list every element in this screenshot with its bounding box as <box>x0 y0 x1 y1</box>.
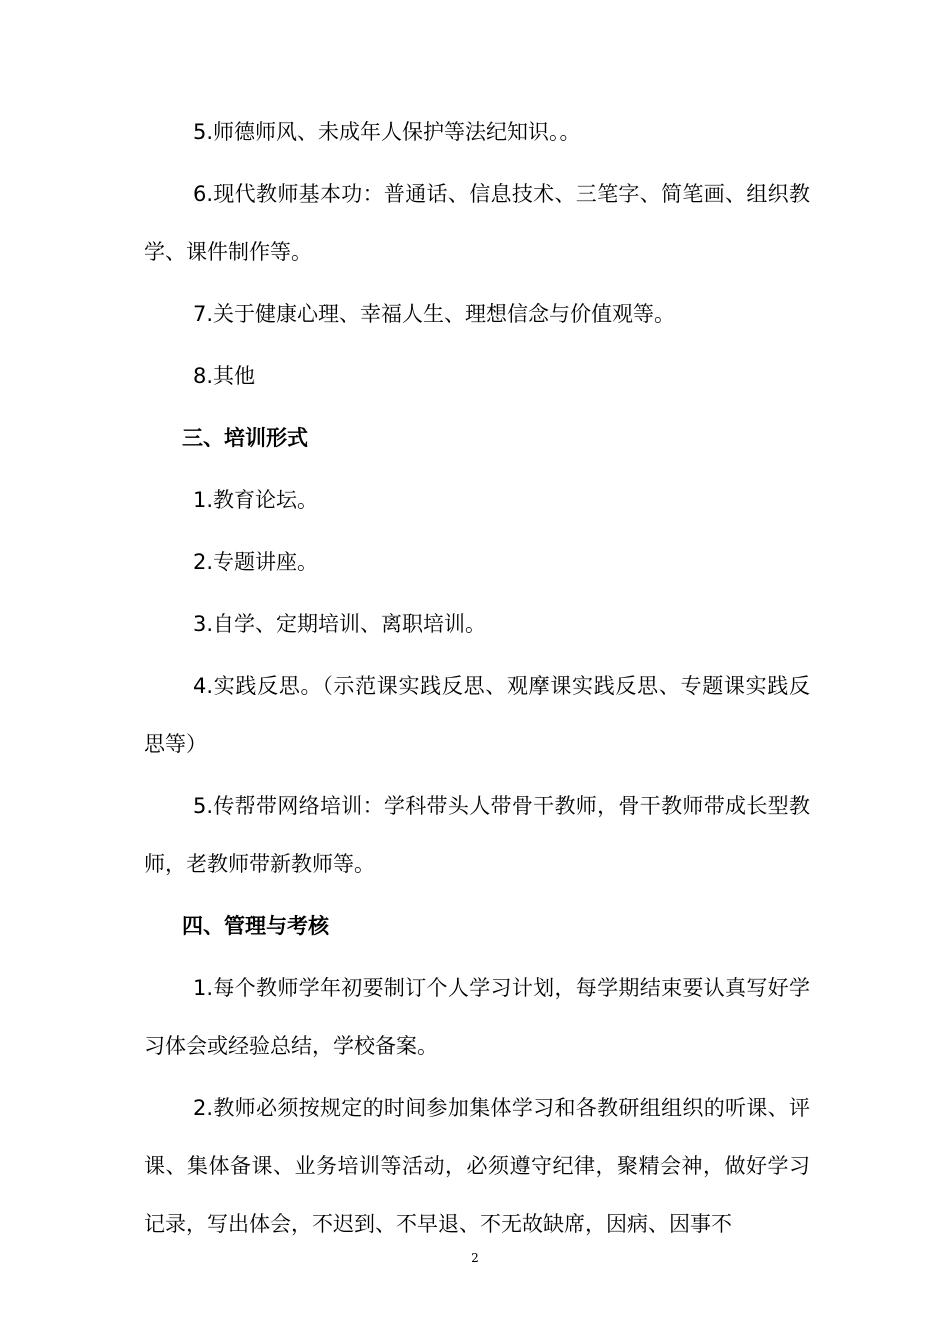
paragraph-practice-reflection: 4.实践反思。（示范课实践反思、观摩课实践反思、专题课实践反思等） <box>144 674 810 756</box>
paragraph-forum: 1.教育论坛。 <box>193 488 319 512</box>
section-heading-management: 四、管理与考核 <box>182 914 329 938</box>
document-body <box>144 103 810 1257</box>
paragraph-attendance: 2.教师必须按规定的时间参加集体学习和各教研组组织的听课、评课、集体备课、业务培训等活动，必须遵守纪律，聚精会神，做好学习记录，写出体会，不迟到、不早退、不无故缺席，因病、因事不 <box>144 1096 810 1236</box>
paragraph-study-plan: 1.每个教师学年初要制订个人学习计划，每学期结束要认真写好学习体会或经验总结，学校备案。 <box>144 976 810 1058</box>
paragraph-5-ethics: 5.师德师风、未成年人保护等法纪知识。。 <box>193 120 581 144</box>
paragraph-6-basic-skills: 6.现代教师基本功：普通话、信息技术、三笔字、简笔画、组织教学、课件制作等。 <box>144 182 810 264</box>
paragraph-self-study: 3.自学、定期培训、离职培训。 <box>193 612 487 636</box>
section-heading-training-forms: 三、培训形式 <box>182 426 308 450</box>
paragraph-mentoring: 5.传帮带网络培训：学科带头人带骨干教师，骨干教师带成长型教师，老教师带新教师等。 <box>144 794 810 876</box>
paragraph-8-other: 8.其他 <box>193 364 256 388</box>
paragraph-7-health: 7.关于健康心理、幸福人生、理想信念与价值观等。 <box>193 302 676 326</box>
paragraph-lecture: 2.专题讲座。 <box>193 550 319 574</box>
page-number: 2 <box>471 1251 479 1265</box>
